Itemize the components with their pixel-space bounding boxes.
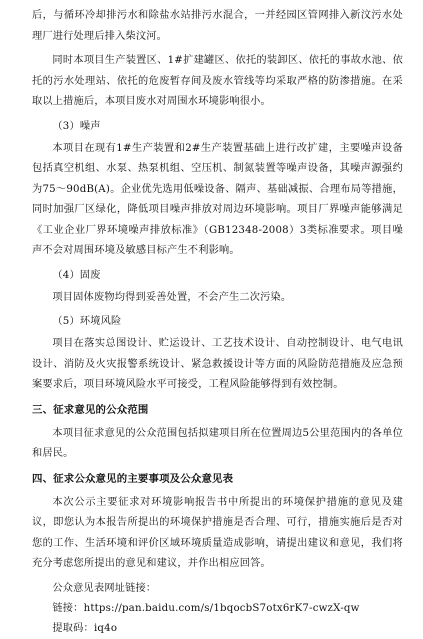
extraction-code-line [32,619,403,639]
download-link[interactable]: https://pan.baidu.com/s/1bqocbS7otx6rK7-cwzX-qw [83,602,360,614]
subheading-solid-waste: （4）固废 [52,269,101,281]
paragraph-opinion-matters: 本次公示主要征求对环境影响报告书中所提出的环境保护措施的意见及建议，即您认为本报告所提出的环境保护措施是否合理、可行，措施实施后是否对您的工作、生活环境和评价区域环境质量造成影响，请提出建议和意见，我们将充分考虑您所提出的意见和建议，并作出相应回答。 [32,496,403,569]
link-label: 链接： [52,602,84,614]
download-link-line [32,599,403,619]
subheading-environmental-risk: （5）环境风险 [52,316,122,327]
section-heading-opinion-matters: 四、征求公众意见的主要事项及公众意见表 [32,472,234,485]
paragraph-solid-waste: 项目固体废物均得到妥善处置，不会产生二次污染。 [52,291,292,303]
paragraph-public-scope: 本项目征求意见的公众范围包括拟建项目所在位置周边5公里范围内的各单位和居民。 [32,427,403,459]
paragraph-noise: 本项目在现有1#生产装置和2#生产装置基础上进行改扩建，主要噪声设备包括真空机组、水泵、热泵机组、空压机、制氮装置等噪声设备，其噪声源强约为75～90dB(A)。企业优先选用低噪设备、隔声、基础减振、合理布局等措施，同时加强厂区绿化，降低项目噪声排放对周边环境影响。项目厂界噪声能够满足《工业企业厂界环境噪声排放标准》（GB12348-2008）3类标准要求。项目噪声不会对周围环境及敏感目标产生不利影响。 [32,142,403,256]
paragraph-wastewater-discharge: 后，与循环冷却排污水和除盐水站排污水混合，一并经园区管网排入新汶污水处理厂进行处理后排入柴汶河。 [32,10,403,42]
extraction-code: iq4o [93,622,118,634]
code-label: 提取码： [52,622,94,634]
paragraph-seepage-prevention: 同时本项目生产装置区、1#扩建罐区、依托的装卸区、依托的事故水池、依托的污水处理站、依托的危废暂存间及废水管线等均采取严格的防渗措施。在采取以上措施后，本项目废水对周围水环境影响很小。 [32,55,403,107]
paragraph-environmental-risk: 项目在落实总图设计、贮运设计、工艺技术设计、自动控制设计、电气电讯设计、消防及火灾报警系统设计、紧急救援设计等方面的风险防范措施及应急预案要求后，项目环境风险水平可接受，工程风险能够得到有效控制。 [32,338,403,390]
section-heading-public-scope: 三、征求意见的公众范围 [32,403,149,416]
paragraph-form-link-intro: 公众意见表网址链接： [52,582,157,594]
subheading-noise: （3）噪声 [52,120,101,132]
